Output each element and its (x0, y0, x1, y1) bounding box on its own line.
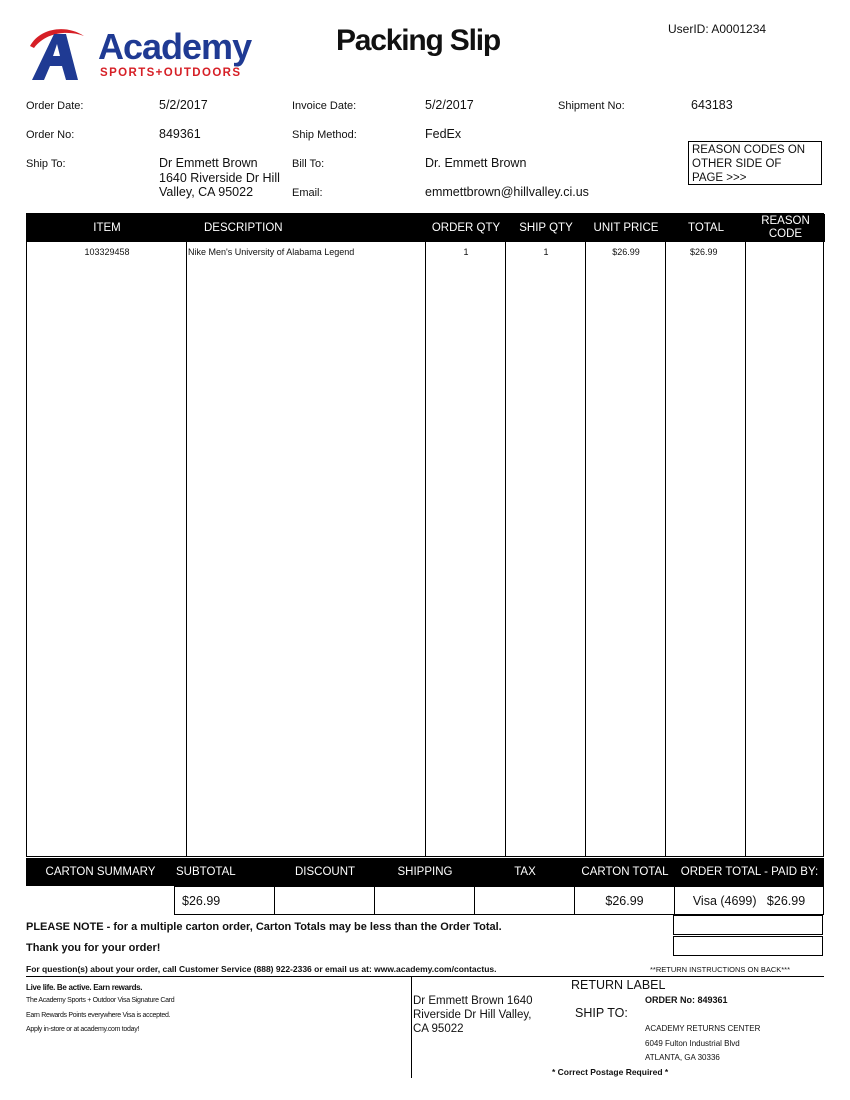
shipment-no: 643183 (691, 98, 733, 112)
row-item: 103329458 (84, 247, 130, 257)
shipment-no-label: Shipment No: (558, 100, 625, 112)
return-label-title: RETURN LABEL (571, 978, 666, 992)
summary-carton-total: $26.99 (574, 886, 675, 915)
academy-logo (26, 22, 286, 86)
header-reason-code-line: REASON (761, 215, 810, 227)
row-ship-qty: 1 (543, 247, 549, 257)
divider (411, 977, 412, 1078)
returns-center-name: ACADEMY RETURNS CENTER (645, 1024, 761, 1033)
summary-tax (474, 886, 575, 915)
address-line: Dr Emmett Brown 1640 (413, 995, 533, 1007)
return-instructions-note: **RETURN INSTRUCTIONS ON BACK*** (650, 965, 791, 974)
order-date: 5/2/2017 (159, 98, 208, 112)
ship-to-line: 1640 Riverside Dr Hill (159, 170, 280, 185)
invoice-date-label: Invoice Date: (292, 100, 357, 112)
academy-a-logo-icon (26, 22, 90, 86)
brand-tagline: SPORTS+OUTDOORS (100, 67, 242, 79)
blank-box (673, 915, 823, 935)
order-no: 849361 (159, 127, 201, 141)
bill-to-label: Bill To: (292, 158, 325, 170)
thank-you-message: Thank you for your order! (26, 942, 161, 954)
summary-discount (274, 886, 375, 915)
summary-tax-header: TAX (514, 866, 536, 878)
return-order-no: ORDER No: 849361 (645, 995, 728, 1005)
column-divider (745, 242, 746, 856)
row-description: Nike Men's University of Alabama Legend (188, 247, 355, 257)
column-divider (505, 242, 506, 856)
email: emmettbrown@hillvalley.ci.us (425, 185, 589, 199)
summary-order-total: Visa (4699) $26.99 (674, 886, 824, 915)
invoice-date: 5/2/2017 (425, 98, 474, 112)
promo-title: Live life. Be active. Earn rewards. (26, 983, 143, 992)
header-reason-code (746, 214, 825, 242)
header-total: TOTAL (666, 214, 746, 242)
blank-box (673, 936, 823, 956)
column-divider (425, 242, 426, 856)
bill-to: Dr. Emmett Brown (425, 156, 527, 170)
order-date-label: Order Date: (26, 100, 84, 112)
reason-box-line: PAGE >>> (692, 172, 747, 184)
header-item: ITEM (27, 214, 187, 242)
page-title: Packing Slip (336, 24, 500, 57)
promo-line: Earn Rewards Points everywhere Visa is accepted. (26, 1012, 171, 1019)
ship-to-address (159, 156, 280, 200)
summary-carton-summary: CARTON SUMMARY (45, 866, 156, 878)
promo-line: Apply in-store or at academy.com today! (26, 1026, 140, 1033)
address-line: CA 95022 (413, 1023, 464, 1035)
reason-box-line: REASON CODES ON (692, 144, 806, 156)
items-table (26, 213, 824, 857)
ship-to-line: Valley, CA 95022 (159, 185, 254, 199)
return-ship-to-label: SHIP TO: (575, 1006, 628, 1020)
summary-subtotal: $26.99 (174, 886, 275, 915)
ship-to-line: Dr Emmett Brown (159, 156, 258, 170)
column-divider (585, 242, 586, 856)
divider (26, 976, 824, 977)
summary-values (26, 886, 824, 916)
row-order-qty: 1 (463, 247, 469, 257)
header-ship-qty: SHIP QTY (506, 214, 586, 242)
brand-name: Academy (98, 26, 252, 67)
summary-header (26, 858, 824, 886)
row-total: $26.99 (690, 247, 718, 257)
reason-box-line: OTHER SIDE OF (692, 158, 782, 170)
customer-service-info: For question(s) about your order, call Customer Service (888) 922-2336 or email us at: www.academy.com/contactus. (26, 964, 497, 974)
column-divider (186, 242, 187, 856)
summary-discount-header: DISCOUNT (294, 866, 356, 878)
reason-codes-box (688, 141, 822, 185)
summary-shipping (374, 886, 475, 915)
header-reason-code-line: CODE (768, 228, 803, 240)
column-divider (665, 242, 666, 856)
summary-order-total-header: ORDER TOTAL - PAID BY: (680, 866, 819, 878)
returns-center-street: 6049 Fulton Industrial Blvd (645, 1039, 740, 1048)
email-label: Email: (292, 187, 323, 199)
ship-method-label: Ship Method: (292, 129, 357, 141)
address-line: Riverside Dr Hill Valley, (413, 1009, 532, 1021)
ship-to-label: Ship To: (26, 158, 66, 170)
promo-line: The Academy Sports + Outdoor Visa Signature Card (26, 997, 175, 1004)
multiple-carton-note: PLEASE NOTE - for a multiple carton order, Carton Totals may be less than the Order Total. (26, 921, 502, 933)
header-unit-price: UNIT PRICE (586, 214, 666, 242)
summary-shipping-header: SHIPPING (397, 866, 453, 878)
header-order-qty: ORDER QTY (426, 214, 506, 242)
postage-note: * Correct Postage Required * (552, 1067, 669, 1077)
header-description: DESCRIPTION (187, 214, 426, 242)
returns-center-city: ATLANTA, GA 30336 (645, 1053, 720, 1062)
order-no-label: Order No: (26, 129, 75, 141)
ship-method: FedEx (425, 127, 462, 141)
user-id: UserID: A0001234 (668, 22, 767, 36)
summary-subtotal-header: SUBTOTAL (176, 866, 236, 878)
row-unit-price: $26.99 (612, 247, 640, 257)
summary-carton-total-header: CARTON TOTAL (581, 866, 669, 878)
return-from-address (413, 994, 543, 1036)
